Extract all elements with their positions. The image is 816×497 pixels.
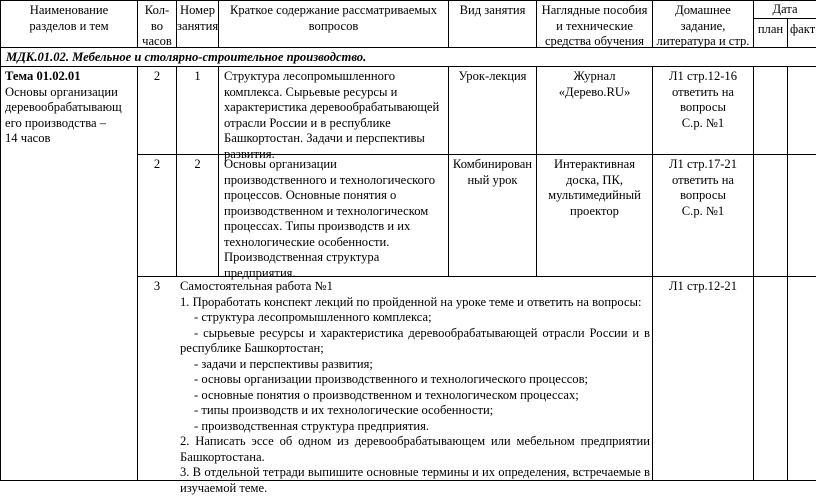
- row2-homework: Л1 стр.17-21 ответить на вопросы С.р. №1: [668, 157, 738, 218]
- self-work-content: Самостоятельная работа №1 1. Проработать конспект лекций по пройденной на уроке теме и ответить на вопросы: - структура лесопромышленного комплекса; - сырьевые ресурсы и характеристика деревообрабатывающей отрасли России и в республике Башкортостан; - задачи и перспективы развития; - основы организации производственного и технологического процессов; - основные понятия о производственном и технологическом процессах; - типы производств и их технологические особенности; - производственная структура предприятия. 2. Написать эссе об одном из деревообрабатывающем или мебельном предприятии Башкортостана. 3. В отдельной тетради выпишите основные термины и их определения, встречаемые в изучаемой теме.: [180, 279, 650, 495]
- table-border-left: [0, 0, 1, 481]
- section-title: МДК.01.02. Мебельное и столярно-строительное производство.: [6, 50, 367, 64]
- self-work-hours: 3: [153, 279, 161, 293]
- header-fact: факт: [790, 22, 816, 36]
- col-divider: [137, 66, 138, 481]
- date-subheader-line: [753, 18, 816, 19]
- row1-hours: 2: [153, 69, 161, 83]
- col-divider: [787, 66, 788, 481]
- topic-cell: Тема 01.02.01 Основы организации деревообрабатывающ его производства – 14 часов: [5, 69, 136, 147]
- row2-hours: 2: [153, 157, 161, 171]
- row2-aids: Интерактивная доска, ПК, мультимедийный проектор: [548, 157, 641, 218]
- col-divider: [753, 66, 754, 481]
- row2-content: Основы организации производственного и технологического процессов. Основные понятия о производственном и технологическом процессах. Типы производств и их технологические особенности. Производственная структура предприятия.: [224, 157, 436, 280]
- header-hours: Кол- во часов: [142, 3, 172, 48]
- section-bottom-line: [0, 66, 816, 67]
- row1-homework: Л1 стр.12-16 ответить на вопросы С.р. №1: [668, 69, 738, 130]
- self-work-title: Самостоятельная работа №1: [180, 279, 333, 293]
- row1-number: 1: [194, 69, 201, 83]
- table-border-top: [0, 0, 816, 1]
- header-lesson-number: Номер занятия: [177, 3, 219, 33]
- header-sections: Наименование разделов и тем: [29, 3, 109, 33]
- header-lesson-type: Вид занятия: [459, 3, 526, 17]
- header-homework: Домашнее задание, литература и стр.: [656, 3, 750, 48]
- topic-title: Тема 01.02.01: [5, 69, 81, 83]
- row2-number: 2: [194, 157, 201, 171]
- row1-type: Урок-лекция: [458, 69, 527, 83]
- header-aids: Наглядные пособия и технические средства обучения: [541, 3, 648, 48]
- row2-type: Комбинирован ный урок: [452, 157, 533, 187]
- self-work-homework: Л1 стр.12-21: [668, 279, 738, 293]
- header-date: Дата: [772, 2, 798, 16]
- header-content: Краткое содержание рассматриваемых вопросов: [229, 3, 438, 33]
- col-divider: [787, 18, 788, 48]
- row1-content: Структура лесопромышленного комплекса. Сырьевые ресурсы и характеристика деревообрабатывающей отрасли России и в республике Башкортостан. Задачи и перспективы развития.: [224, 69, 440, 161]
- header-plan: план: [757, 22, 784, 36]
- col-divider: [218, 66, 219, 277]
- row1-aids: Журнал «Дерево.RU»: [558, 69, 631, 99]
